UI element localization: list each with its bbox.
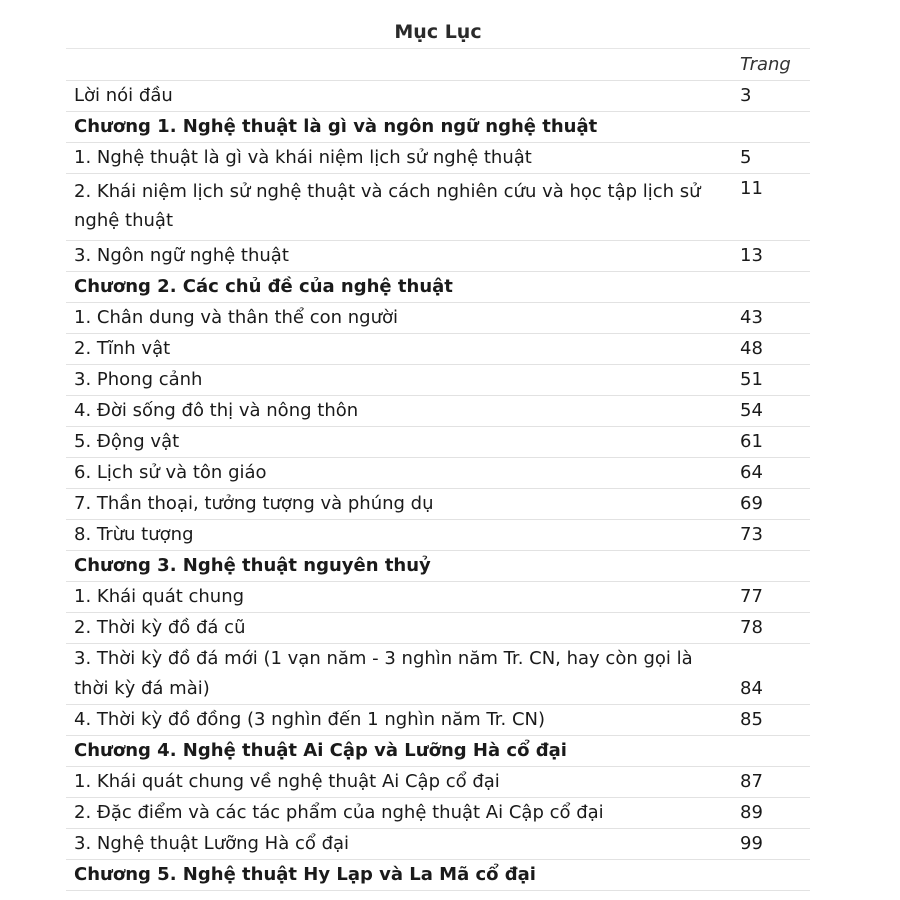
entry-label: 8. Trừu tượng [74, 524, 194, 545]
toc-entry[interactable] [66, 644, 810, 674]
toc-entry[interactable] [66, 582, 810, 613]
entry-page: 11 [740, 178, 763, 199]
page-title: Mục Lục [66, 17, 810, 49]
entry-label: 4. Thời kỳ đồ đồng (3 nghìn đến 1 nghìn năm Tr. CN) [74, 709, 546, 730]
entry-label: 3. Phong cảnh [74, 369, 203, 390]
entry-page: 99 [740, 833, 763, 854]
chapter-label: Chương 3. Nghệ thuật nguyên thuỷ [74, 555, 431, 576]
entry-page: 73 [740, 524, 763, 545]
toc-entry[interactable] [66, 829, 810, 860]
entry-label: Lời nói đầu [74, 85, 173, 106]
entry-label: 3. Ngôn ngữ nghệ thuật [74, 245, 289, 266]
entry-label: 3. Thời kỳ đồ đá mới (1 vạn năm - 3 nghìn năm Tr. CN, hay còn gọi là [74, 648, 693, 669]
entry-page: 84 [740, 678, 763, 699]
entry-label: 2. Đặc điểm và các tác phẩm của nghệ thuật Ai Cập cổ đại [74, 802, 604, 823]
entry-page: 69 [740, 493, 763, 514]
entry-label: 7. Thần thoại, tưởng tượng và phúng dụ [74, 493, 434, 514]
toc-entry[interactable] [66, 303, 810, 334]
entry-page: 85 [740, 709, 763, 730]
entry-label: 1. Khái quát chung về nghệ thuật Ai Cập cổ đại [74, 771, 500, 792]
entry-page: 43 [740, 307, 763, 328]
entry-page: 51 [740, 369, 763, 390]
toc-entry[interactable] [66, 489, 810, 520]
entry-label: 6. Lịch sử và tôn giáo [74, 462, 267, 483]
chapter-label: Chương 4. Nghệ thuật Ai Cập và Lưỡng Hà cổ đại [74, 740, 567, 761]
toc-entry[interactable] [66, 143, 810, 174]
toc-entry[interactable] [66, 365, 810, 396]
entry-page: 5 [740, 147, 752, 168]
column-header-row [66, 49, 810, 81]
toc-entry[interactable] [66, 334, 810, 365]
entry-label: 1. Khái quát chung [74, 586, 245, 607]
entry-label: thời kỳ đá mài) [74, 678, 210, 699]
chapter-heading-1[interactable] [66, 112, 810, 143]
entry-page: 54 [740, 400, 763, 421]
entry-page: 13 [740, 245, 763, 266]
chapter-heading-3[interactable] [66, 551, 810, 582]
entry-page: 61 [740, 431, 763, 452]
toc-entry[interactable] [66, 520, 810, 551]
toc-entry[interactable] [66, 174, 810, 241]
chapter-label: Chương 1. Nghệ thuật là gì và ngôn ngữ nghệ thuật [74, 116, 598, 137]
chapter-label: Chương 2. Các chủ đề của nghệ thuật [74, 276, 453, 297]
entry-label: 2. Thời kỳ đồ đá cũ [74, 617, 246, 638]
entry-label: 2. Khái niệm lịch sử nghệ thuật và cách nghiên cứu và học tập lịch sử nghệ thuật [74, 181, 701, 231]
entry-label: 2. Tĩnh vật [74, 338, 171, 359]
entry-label: 1. Chân dung và thân thể con người [74, 307, 399, 328]
toc-entry[interactable] [66, 458, 810, 489]
entry-page: 78 [740, 617, 763, 638]
entry-label: 4. Đời sống đô thị và nông thôn [74, 400, 359, 421]
toc-entry[interactable] [66, 241, 810, 272]
entry-page: 89 [740, 802, 763, 823]
table-of-contents [66, 17, 810, 891]
toc-entry[interactable] [66, 427, 810, 458]
entry-label: 5. Động vật [74, 431, 180, 452]
entry-page: 64 [740, 462, 763, 483]
toc-entry[interactable] [66, 674, 810, 705]
entry-page: 87 [740, 771, 763, 792]
chapter-label: Chương 5. Nghệ thuật Hy Lạp và La Mã cổ đại [74, 864, 536, 885]
entry-page: 77 [740, 586, 763, 607]
toc-entry[interactable] [66, 396, 810, 427]
page-column-header: Trang [740, 53, 791, 75]
chapter-heading-4[interactable] [66, 736, 810, 767]
entry-page: 48 [740, 338, 763, 359]
entry-label: 1. Nghệ thuật là gì và khái niệm lịch sử nghệ thuật [74, 147, 532, 168]
toc-entry[interactable] [66, 613, 810, 644]
entry-label: 3. Nghệ thuật Lưỡng Hà cổ đại [74, 833, 350, 854]
toc-entry[interactable] [66, 705, 810, 736]
chapter-heading-2[interactable] [66, 272, 810, 303]
toc-entry-preface[interactable] [66, 81, 810, 112]
toc-entry[interactable] [66, 767, 810, 798]
toc-entry[interactable] [66, 798, 810, 829]
entry-page: 3 [740, 85, 752, 106]
chapter-heading-5[interactable] [66, 860, 810, 891]
